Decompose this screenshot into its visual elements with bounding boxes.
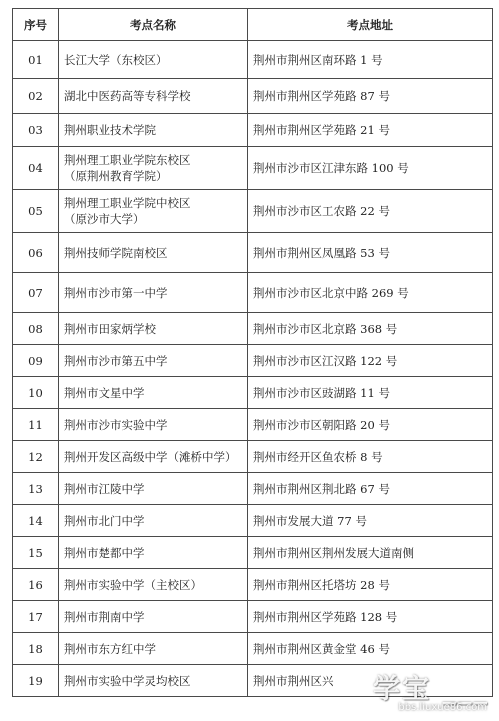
table-row: [13, 377, 493, 409]
site-address: 荆州市荆州区学苑路 21 号: [248, 114, 493, 147]
site-name: [59, 147, 248, 190]
site-name: [59, 114, 248, 147]
table-row: [13, 537, 493, 569]
site-name: [59, 41, 248, 79]
site-name: [59, 505, 248, 537]
site-name: [59, 377, 248, 409]
site-name-line: 荆州市实验中学灵均校区: [64, 673, 191, 688]
site-address: 荆州市荆州区兴: [248, 665, 493, 697]
site-address: 荆州市荆州区荆北路 67 号: [248, 473, 493, 505]
table-body: [13, 41, 493, 697]
site-address: 荆州市经开区鱼农桥 8 号: [248, 441, 493, 473]
site-name: [59, 233, 248, 273]
site-address: 荆州市沙市区北京路 368 号: [248, 313, 493, 345]
site-address: 荆州市沙市区豉湖路 11 号: [248, 377, 493, 409]
header-number: 序号: [13, 9, 59, 41]
row-number: 08: [13, 313, 59, 345]
site-name-line: 荆州理工职业学院东校区: [64, 153, 191, 167]
table-row: [13, 633, 493, 665]
site-address: 荆州市沙市区江津东路 100 号: [248, 147, 493, 190]
table-row: [13, 190, 493, 233]
header-site-name: 考点名称: [59, 9, 248, 41]
table-row: [13, 273, 493, 313]
site-name-line: （原荆州教育学院）: [64, 169, 168, 183]
site-name-line: 荆州理工职业学院中校区: [64, 196, 191, 210]
row-number: 11: [13, 409, 59, 441]
table-row: [13, 441, 493, 473]
table-row: [13, 313, 493, 345]
site-address: 荆州市荆州区托塔坊 28 号: [248, 569, 493, 601]
site-name-line: 荆州市东方红中学: [64, 641, 156, 656]
site-name: [59, 537, 248, 569]
site-address: 荆州市荆州区凤凰路 53 号: [248, 233, 493, 273]
site-name: [59, 79, 248, 114]
table-row: [13, 601, 493, 633]
site-name: [59, 190, 248, 233]
site-address: 荆州市荆州区学苑路 128 号: [248, 601, 493, 633]
site-address: 荆州市发展大道 77 号: [248, 505, 493, 537]
site-address: 荆州市沙市区江汉路 122 号: [248, 345, 493, 377]
table-row: [13, 114, 493, 147]
row-number: 01: [13, 41, 59, 79]
document-page: [12, 8, 492, 697]
table-row: [13, 409, 493, 441]
site-name: [59, 633, 248, 665]
site-name-line: 长江大学（东校区）: [64, 52, 168, 67]
table-row: [13, 505, 493, 537]
site-name-line: （原沙市大学）: [64, 212, 145, 226]
row-number: 19: [13, 665, 59, 697]
site-name-line: 荆州市田家炳学校: [64, 321, 156, 336]
site-name-line: 荆州技师学院南校区: [64, 245, 168, 260]
site-address: 荆州市荆州区荆州发展大道南侧: [248, 537, 493, 569]
watermark: [343, 667, 493, 713]
exam-sites-table: [12, 8, 493, 697]
row-number: 03: [13, 114, 59, 147]
site-address: 荆州市沙市区朝阳路 20 号: [248, 409, 493, 441]
row-number: 13: [13, 473, 59, 505]
site-name: [59, 665, 248, 697]
row-number: 15: [13, 537, 59, 569]
site-name: [59, 409, 248, 441]
table-row: [13, 233, 493, 273]
site-name-line: 荆州市实验中学（主校区）: [64, 577, 202, 592]
site-name-line: 荆州市沙市第一中学: [64, 285, 168, 300]
site-name-line: 荆州市沙市实验中学: [64, 417, 168, 432]
row-number: 07: [13, 273, 59, 313]
site-name-line: 荆州市江陵中学: [64, 481, 145, 496]
table-row: [13, 473, 493, 505]
site-name-line: 荆州开发区高级中学（滩桥中学）: [64, 449, 237, 464]
row-number: 09: [13, 345, 59, 377]
header-site-address: 考点地址: [248, 9, 493, 41]
site-name: [59, 345, 248, 377]
site-name-line: 荆州市荆南中学: [64, 609, 145, 624]
table-header: [13, 9, 493, 41]
site-name: [59, 601, 248, 633]
site-name: [59, 441, 248, 473]
site-address: 荆州市荆州区黄金堂 46 号: [248, 633, 493, 665]
site-name: [59, 569, 248, 601]
row-number: 06: [13, 233, 59, 273]
site-name-line: 荆州市沙市第五中学: [64, 353, 168, 368]
row-number: 12: [13, 441, 59, 473]
site-name-line: 荆州市文星中学: [64, 385, 145, 400]
site-name: [59, 313, 248, 345]
row-number: 05: [13, 190, 59, 233]
site-address: 荆州市沙市区北京中路 269 号: [248, 273, 493, 313]
row-number: 17: [13, 601, 59, 633]
row-number: 10: [13, 377, 59, 409]
site-address: 荆州市荆州区南环路 1 号: [248, 41, 493, 79]
row-number: 14: [13, 505, 59, 537]
site-name: [59, 473, 248, 505]
row-number: 18: [13, 633, 59, 665]
row-number: 16: [13, 569, 59, 601]
table-row: [13, 147, 493, 190]
table-row: [13, 41, 493, 79]
site-name-line: 荆州市楚都中学: [64, 545, 145, 560]
row-number: 02: [13, 79, 59, 114]
site-address: 荆州市荆州区学苑路 87 号: [248, 79, 493, 114]
watermark-url: bbs.liuxue86.com: [398, 702, 487, 713]
site-name-line: 荆州职业技术学院: [64, 123, 156, 137]
site-address: 荆州市沙市区工农路 22 号: [248, 190, 493, 233]
table-row: [13, 79, 493, 114]
table-row: [13, 569, 493, 601]
site-name-line: 湖北中医药高等专科学校: [64, 89, 191, 103]
site-name-line: 荆州市北门中学: [64, 513, 145, 528]
site-name: [59, 273, 248, 313]
row-number: 04: [13, 147, 59, 190]
watermark-logo: 学宝 ___: [373, 674, 489, 705]
table-row: [13, 345, 493, 377]
